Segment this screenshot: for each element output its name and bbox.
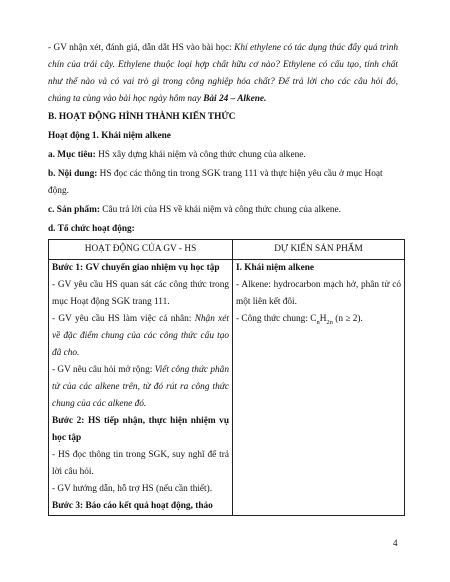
goal-line <box>48 147 398 164</box>
lesson-title: Bài 24 – Alkene. <box>203 94 267 104</box>
intro-lead: - GV nhận xét, đánh giá, dẫn dắt HS vào bài học: <box>48 43 235 53</box>
formula-lead: - Công thức chung: C <box>236 314 317 324</box>
goal-label: a. Mục tiêu: <box>48 150 96 160</box>
table-header-row <box>49 240 405 260</box>
page-content <box>48 40 401 516</box>
goal-text: HS xây dựng khái niệm và công thức chung của alkene. <box>95 150 306 160</box>
step1-item-extended <box>52 362 229 413</box>
intro-italic: Khí ethylene có tác dụng thúc đẩy quá trình chín của trái cây. Ethylene thuộc loại hợp chất hữu cơ nào? Ethylene có cấu tạo, tính chất như thế nào và có vai trò gì trong công nghiệp hóa chất? Để trả lời cho các câu hỏi đó, chúng ta cùng vào bài học ngày hôm nay <box>48 43 398 104</box>
step2-title: Bước 2: HS tiếp nhận, thực hiện nhiệm vụ học tập <box>52 416 229 443</box>
formula-subscript-2n: 2n <box>326 318 333 326</box>
step1-item-observe: - GV yêu cầu HS quan sát các công thức trong mục Hoạt động SGK trang 111. <box>52 280 229 307</box>
formula-tail: (n ≥ 2). <box>332 314 363 324</box>
content-label: b. Nội dung: <box>48 169 98 179</box>
step2-item-support: - GV hướng dẫn, hỗ trợ HS (nếu cần thiết). <box>52 484 213 494</box>
product-label: c. Sản phẩm: <box>48 205 100 215</box>
table-row <box>49 260 405 516</box>
organize-label: d. Tổ chức hoạt động: <box>48 224 135 234</box>
expected-product-cell <box>233 260 405 516</box>
step1-item-individual-question: Nhận xét về đặc điểm chung của các công thức cấu tạo đã cho. <box>52 314 229 358</box>
activity-heading: Hoạt động 1. Khái niệm alkene <box>48 131 171 141</box>
formula-subscript-n: n <box>316 318 320 326</box>
product-title: I. Khái niệm alkene <box>236 263 314 273</box>
formula-h: H <box>319 314 327 324</box>
step1-title: Bước 1: GV chuyển giao nhiệm vụ học tập <box>52 263 220 273</box>
step1-item-extended-question: Viết công thức phân tử của các alkene trên, từ đó rút ra công thức chung của các alkene đó. <box>52 365 229 409</box>
teacher-student-header: HOẠT ĐỘNG CỦA GV - HS <box>49 240 233 260</box>
page-number: 4 <box>393 538 398 548</box>
step3-title: Bước 3: Báo cáo kết quả hoạt động, thảo <box>52 501 213 511</box>
content-text: HS đọc các thông tin trong SGK trang 111 và thực hiện yêu cầu ở mục Hoạt động. <box>48 169 383 196</box>
step1-item-individual-lead: - GV yêu cầu HS làm việc cá nhân: <box>52 314 195 324</box>
step1-item-individual <box>52 311 229 362</box>
intro-paragraph <box>48 40 398 108</box>
activity-table <box>48 239 405 516</box>
product-line <box>48 202 398 219</box>
alkene-definition: - Alkene: hydrocarbon mạch hở, phân tử có một liên kết đôi. <box>236 280 401 307</box>
step1-item-extended-lead: - GV nêu câu hỏi mở rộng: <box>52 365 155 375</box>
product-text: Câu trả lời của HS về khái niệm và công thức chung của alkene. <box>99 205 341 215</box>
section-heading: B. HOẠT ĐỘNG HÌNH THÀNH KIẾN THỨC <box>48 112 236 122</box>
expected-product-header: DỰ KIẾN SẢN PHẨM <box>233 240 405 260</box>
step2-item-read: - HS đọc thông tin trong SGK, suy nghĩ để trả lời câu hỏi. <box>52 450 229 477</box>
content-line <box>48 166 398 200</box>
teacher-student-cell <box>49 260 233 516</box>
general-formula <box>236 311 401 328</box>
